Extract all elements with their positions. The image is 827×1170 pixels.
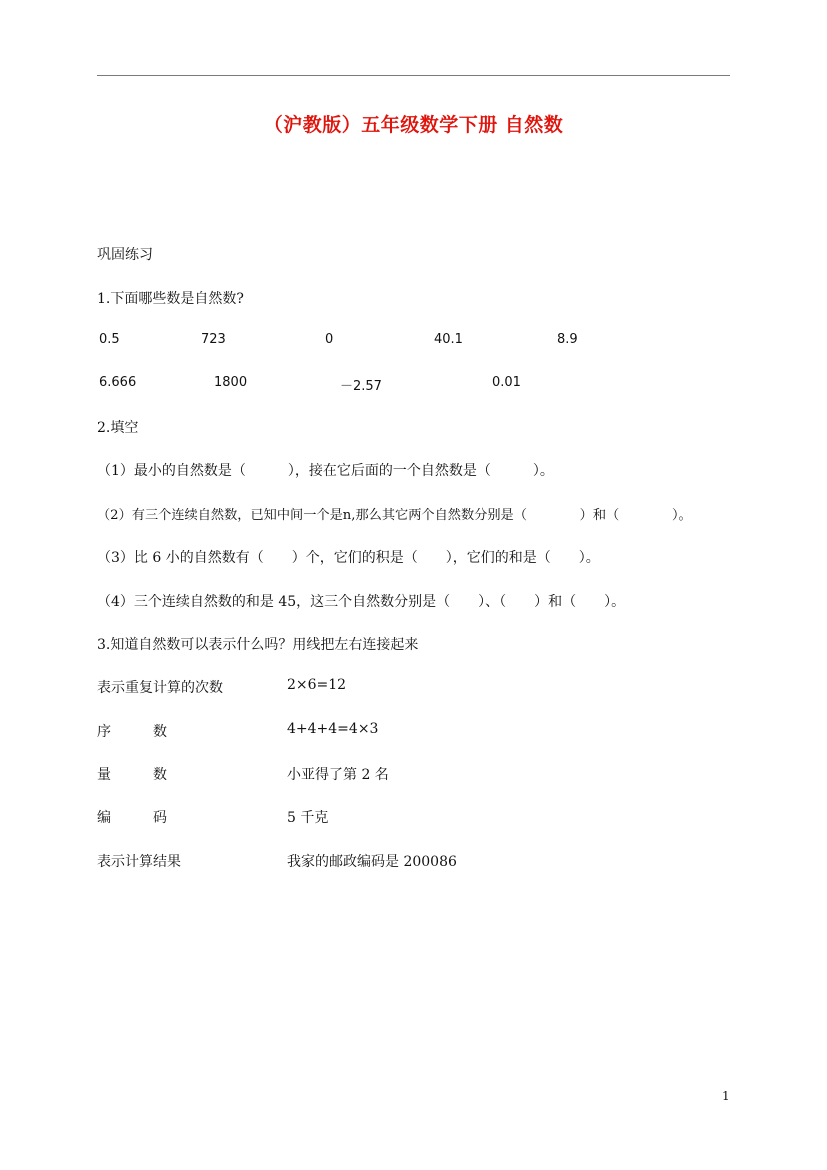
- number-item: 0.5: [99, 332, 120, 347]
- page-title: （沪教版）五年级数学下册 自然数: [263, 114, 564, 136]
- match-right-item: 2×6=12: [287, 677, 347, 693]
- fill-blank-item: （2）有三个连续自然数，已知中间一个是n,那么其它两个自然数分别是（ ）和（ ）。: [97, 508, 692, 523]
- match-left-item: 量 数: [97, 767, 167, 783]
- question-1: 1.下面哪些数是自然数?: [97, 291, 244, 307]
- match-left-item: 表示计算结果: [97, 854, 181, 870]
- match-right-item: 5 千克: [287, 810, 329, 826]
- fill-blank-item: （3）比 6 小的自然数有（ ）个，它们的积是（ ），它们的和是（ ）。: [97, 550, 600, 566]
- question-3: 3.知道自然数可以表示什么吗？用线把左右连接起来: [97, 637, 419, 653]
- number-item: 6.666: [99, 375, 137, 390]
- number-item: 1800: [214, 375, 248, 390]
- number-item: 0: [325, 332, 334, 347]
- section-heading: 巩固练习: [97, 247, 153, 263]
- header-rule: [97, 75, 730, 76]
- number-item: 723: [201, 332, 226, 347]
- match-right-item: 小亚得了第 2 名: [287, 767, 389, 783]
- number-item: 0.01: [492, 375, 521, 390]
- match-right-item: 4+4+4=4×3: [287, 721, 379, 737]
- fill-blank-item: （4）三个连续自然数的和是 45，这三个自然数分别是（ ）、（ ）和（ ）。: [97, 594, 626, 610]
- question-2: 2.填空: [97, 420, 139, 436]
- number-item: 40.1: [434, 332, 463, 347]
- number-item: －2.57: [340, 379, 382, 394]
- match-left-item: 表示重复计算的次数: [97, 680, 223, 696]
- match-right-item: 我家的邮政编码是 200086: [287, 854, 457, 870]
- match-left-item: 序 数: [97, 724, 167, 740]
- match-left-item: 编 码: [97, 810, 167, 826]
- number-item: 8.9: [557, 332, 578, 347]
- page-number: 1: [722, 1089, 730, 1103]
- fill-blank-item: （1）最小的自然数是（ ），接在它后面的一个自然数是（ ）。: [97, 463, 554, 479]
